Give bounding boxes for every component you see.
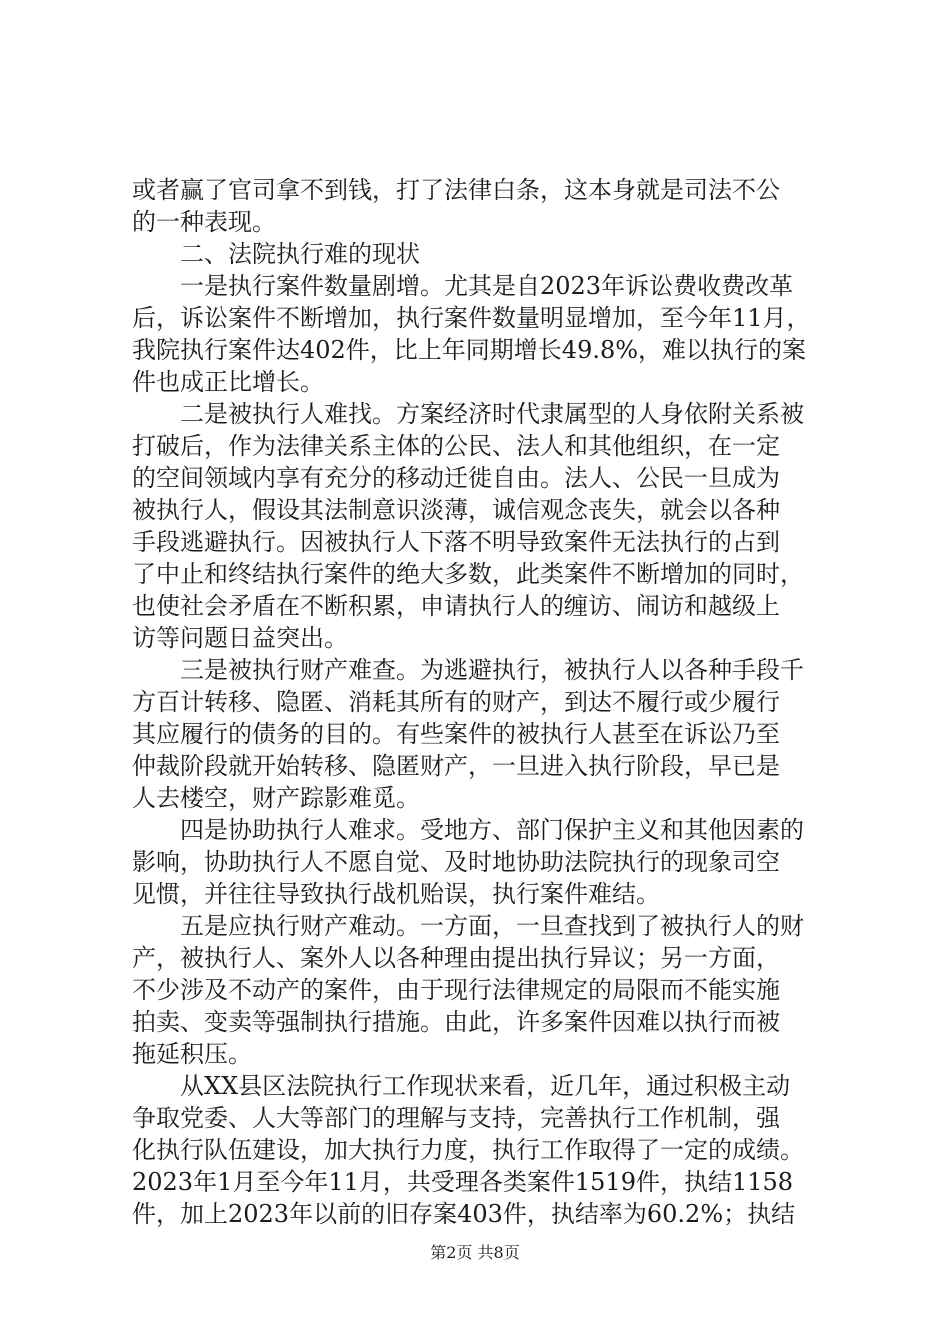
text-line: 仲裁阶段就开始转移、隐匿财产，一旦进入执行阶段，早已是 bbox=[132, 752, 780, 780]
paragraph-start-line: 二、法院执行难的现状 bbox=[180, 240, 420, 268]
paragraph-start-line: 三是被执行财产难查。为逃避执行，被执行人以各种手段千 bbox=[180, 656, 804, 684]
paragraph-start-line: 四是协助执行人难求。受地方、部门保护主义和其他因素的 bbox=[180, 816, 804, 844]
text-line: 其应履行的债务的目的。有些案件的被执行人甚至在诉讼乃至 bbox=[132, 720, 780, 748]
text-line: 或者赢了官司拿不到钱，打了法律白条，这本身就是司法不公 bbox=[132, 176, 780, 204]
paragraph-start-line: 从XX县区法院执行工作现状来看，近几年，通过积极主动 bbox=[180, 1072, 791, 1100]
text-line: 争取党委、人大等部门的理解与支持，完善执行工作机制，强 bbox=[132, 1104, 780, 1132]
text-line: 了中止和终结执行案件的绝大多数，此类案件不断增加的同时， bbox=[132, 560, 804, 588]
text-line: 拖延积压。 bbox=[132, 1040, 252, 1068]
text-line: 人去楼空，财产踪影难觅。 bbox=[132, 784, 420, 812]
text-line: 被执行人，假设其法制意识淡薄，诚信观念丧失，就会以各种 bbox=[132, 496, 780, 524]
paragraph-start-line: 五是应执行财产难动。一方面，一旦查找到了被执行人的财 bbox=[180, 912, 804, 940]
text-line: 的空间领域内享有充分的移动迁徙自由。法人、公民一旦成为 bbox=[132, 464, 780, 492]
text-line: 产，被执行人、案外人以各种理由提出执行异议；另一方面， bbox=[132, 944, 780, 972]
text-line: 件，加上2023年以前的旧存案403件，执结率为60.2%；执结 bbox=[132, 1200, 796, 1228]
text-line: 化执行队伍建设，加大执行力度，执行工作取得了一定的成绩。 bbox=[132, 1136, 804, 1164]
text-line: 不少涉及不动产的案件，由于现行法律规定的局限而不能实施 bbox=[132, 976, 780, 1004]
text-line: 拍卖、变卖等强制执行措施。由此，许多案件因难以执行而被 bbox=[132, 1008, 780, 1036]
text-line: 访等问题日益突出。 bbox=[132, 624, 348, 652]
text-line: 后，诉讼案件不断增加，执行案件数量明显增加，至今年11月， bbox=[132, 304, 811, 332]
text-line: 影响，协助执行人不愿自觉、及时地协助法院执行的现象司空 bbox=[132, 848, 780, 876]
text-line: 手段逃避执行。因被执行人下落不明导致案件无法执行的占到 bbox=[132, 528, 780, 556]
text-line: 方百计转移、隐匿、消耗其所有的财产，到达不履行或少履行 bbox=[132, 688, 780, 716]
document-body bbox=[132, 174, 832, 1230]
text-line: 见惯，并往往导致执行战机贻误，执行案件难结。 bbox=[132, 880, 660, 908]
text-line: 打破后，作为法律关系主体的公民、法人和其他组织，在一定 bbox=[132, 432, 780, 460]
page-footer: 第2页 共8页 bbox=[430, 1243, 520, 1262]
text-line: 我院执行案件达402件，比上年同期增长49.8%，难以执行的案 bbox=[132, 336, 807, 364]
paragraph-start-line: 一是执行案件数量剧增。尤其是自2023年诉讼费收费改革 bbox=[180, 272, 794, 300]
text-line: 件也成正比增长。 bbox=[132, 368, 324, 396]
paragraph-start-line: 二是被执行人难找。方案经济时代隶属型的人身依附关系被 bbox=[180, 400, 804, 428]
text-line: 的一种表现。 bbox=[132, 208, 276, 236]
text-line: 也使社会矛盾在不断积累，申请执行人的缠访、闹访和越级上 bbox=[132, 592, 780, 620]
text-line: 2023年1月至今年11月，共受理各类案件1519件，执结1158 bbox=[132, 1168, 794, 1196]
